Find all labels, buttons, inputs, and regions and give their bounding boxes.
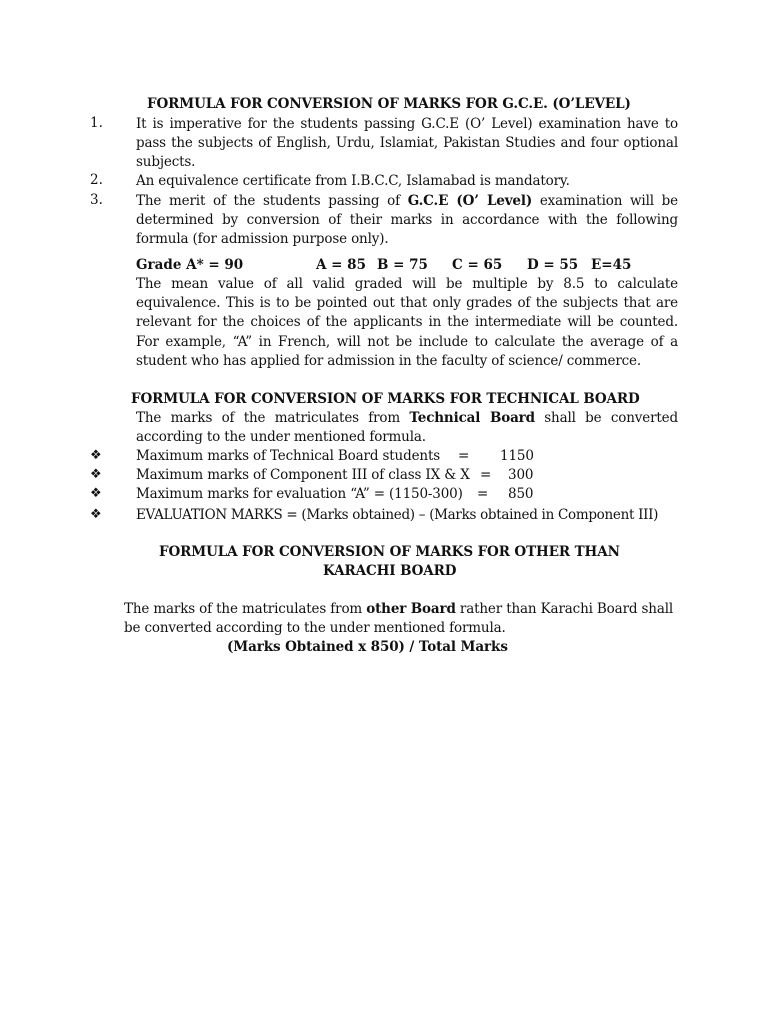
text-run: The merit of the students passing of xyxy=(136,193,408,209)
list-item-text: It is imperative for the students passing G.C.E (O’ Level) examination have to pass the subjects of English, Urdu, Islamiat, Pakistan Studies and four optional subjects. xyxy=(136,116,678,171)
bullet-equals: = xyxy=(458,448,470,464)
grade-d: D = 55 xyxy=(527,257,579,273)
text-run: shall be converted according to the under mentioned formula. xyxy=(136,410,678,446)
bold-text-technical-board: Technical Board xyxy=(409,410,535,426)
bullet-equals: = xyxy=(477,486,489,502)
diamond-bullet-icon: ❖ xyxy=(90,486,102,501)
other-board-intro xyxy=(124,600,680,638)
list-item-text: An equivalence certificate from I.B.C.C, Islamabad is mandatory. xyxy=(136,173,570,189)
section-heading-other-board: FORMULA FOR CONVERSION OF MARKS FOR OTHER THAN xyxy=(159,544,620,560)
grade-a: A = 85 xyxy=(316,257,366,273)
section-heading-gce: FORMULA FOR CONVERSION OF MARKS FOR G.C.E. (O’LEVEL) xyxy=(147,96,631,112)
bold-text-gce: G.C.E (O’ Level) xyxy=(407,193,533,209)
diamond-bullet-icon: ❖ xyxy=(90,507,102,522)
bullet-label: Maximum marks for evaluation “A” = (1150-300) xyxy=(136,486,463,502)
text-run: examination will be determined by conversion of their marks in accordance with the following formula (for admission purpose only). xyxy=(136,193,679,248)
text-run: The marks of the matriculates from xyxy=(124,601,367,617)
list-marker: 2. xyxy=(90,172,103,188)
mean-value-paragraph: The mean value of all valid graded will be multiple by 8.5 to calculate equivalence. This is to be pointed out that only grades of the subjects that are relevant for the choices of the applicants in the intermediate will be counted. For example, “A” in French, will not be include to calculate the average of a student who has applied for admission in the faculty of science/ commerce. xyxy=(136,276,678,369)
formula-text: (Marks Obtained x 850) / Total Marks xyxy=(227,639,508,655)
section-heading-other-board-line2: KARACHI BOARD xyxy=(323,563,457,579)
list-item-text xyxy=(136,192,678,250)
diamond-bullet-icon: ❖ xyxy=(90,448,102,463)
grade-c: C = 65 xyxy=(452,257,503,273)
bullet-label: EVALUATION MARKS = (Marks obtained) – (Marks obtained in Component III) xyxy=(136,507,659,523)
bullet-label: Maximum marks of Component III of class IX & X xyxy=(136,467,470,483)
text-run: The marks of the matriculates from xyxy=(136,410,410,426)
section-heading-technical-board: FORMULA FOR CONVERSION OF MARKS FOR TECHNICAL BOARD xyxy=(131,391,640,407)
grade-b: B = 75 xyxy=(377,257,428,273)
diamond-bullet-icon: ❖ xyxy=(90,467,102,482)
technical-board-intro xyxy=(136,409,678,447)
text-run: rather than Karachi Board shall be converted according to the under mentioned formula. xyxy=(124,601,674,637)
bullet-label: Maximum marks of Technical Board students xyxy=(136,448,441,464)
grade-a-star: Grade A* = 90 xyxy=(136,257,244,273)
list-marker: 3. xyxy=(90,192,103,208)
bullet-value: 850 xyxy=(508,486,534,502)
bullet-equals: = xyxy=(480,467,492,483)
bold-text-other-board: other Board xyxy=(366,601,456,617)
bullet-value: 1150 xyxy=(500,448,534,464)
grade-e: E=45 xyxy=(591,257,632,273)
bullet-value: 300 xyxy=(508,467,534,483)
list-marker: 1. xyxy=(90,115,103,131)
